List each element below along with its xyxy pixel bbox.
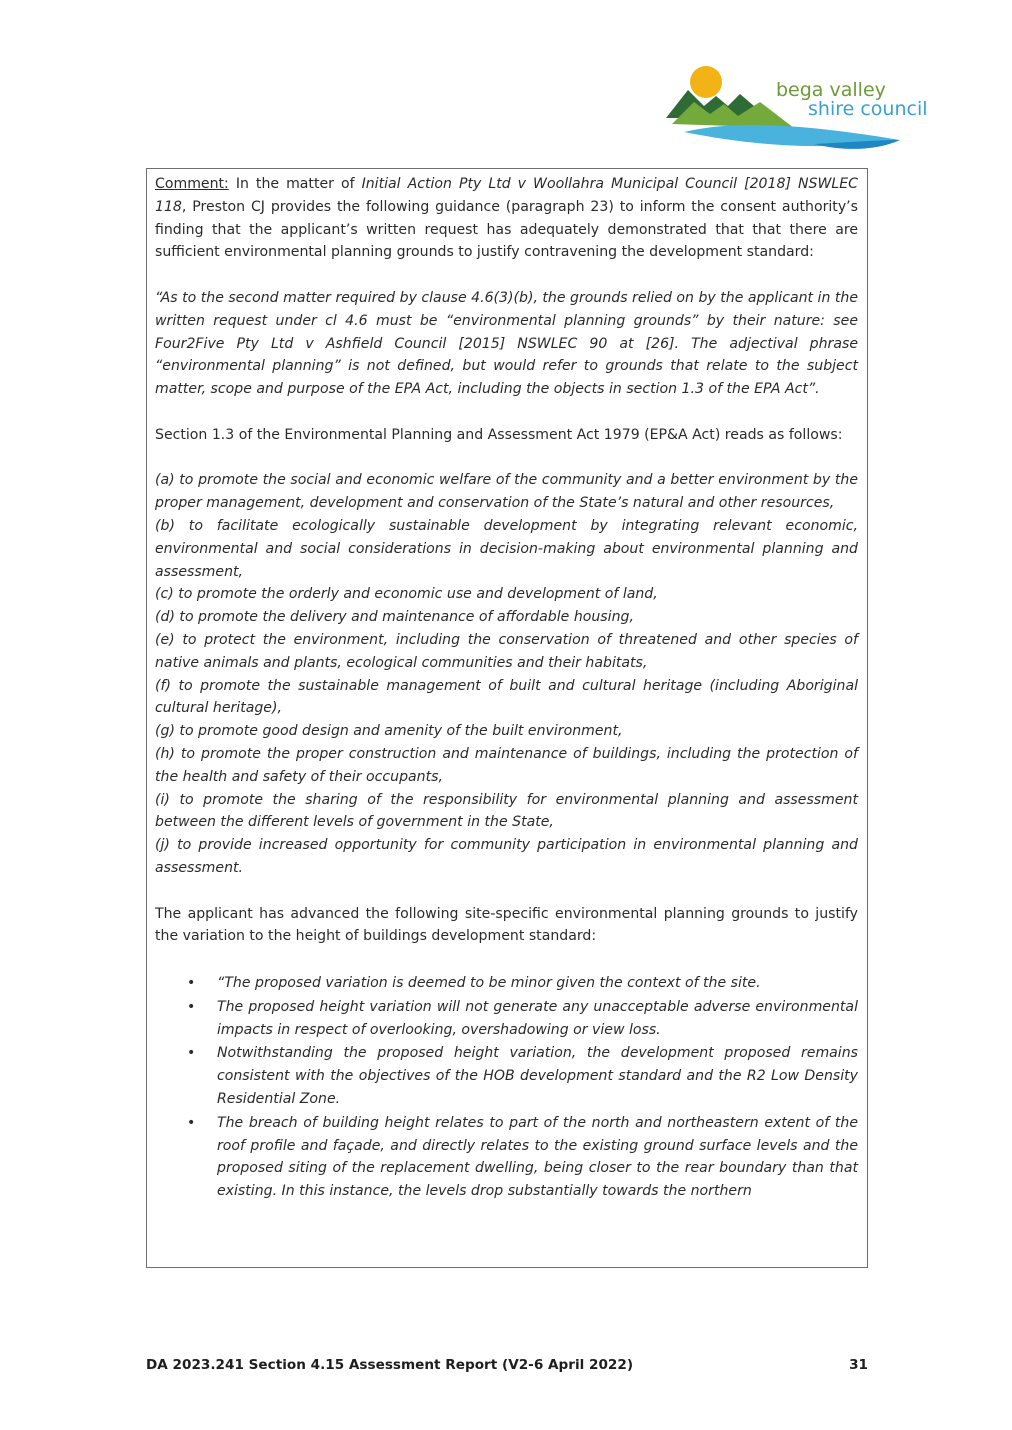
comment-intro (155, 173, 858, 264)
page-footer (146, 1357, 868, 1373)
object-item: (h) to promote the proper construction and maintenance of buildings, including the protection of the health and safety of their occupants, (155, 745, 858, 785)
bullet: • (187, 975, 196, 992)
list-item-text: The proposed height variation will not generate any unacceptable adverse environmental impacts in respect of overlooking, overshadowing or view loss. (217, 998, 858, 1038)
list-item-text: Notwithstanding the proposed height variation, the development proposed remains consistent with the objectives of the HOB development standard and the R2 Low Density Residential Zone. (217, 1045, 858, 1108)
object-item: (b) to facilitate ecologically sustainable development by integrating relevant economic, environmental and social considerations in decision-making about environmental planning and assessment, (155, 517, 858, 580)
quote-paragraph: “As to the second matter required by clause 4.6(3)(b), the grounds relied on by the applicant in the written request under cl 4.6 must be “environmental planning grounds” by their nature: see Four2Five Pty Ltd v Ashfield Council [2015] NSWLEC 90 at [26]. The adjectival phrase “environmental planning” is not defined, but would refer to grounds that relate to the subject matter, scope and purpose of the EPA Act, including the objects in section 1.3 of the EPA Act”. (155, 289, 858, 398)
grounds-list (155, 972, 858, 1203)
object-item: (e) to protect the environment, including the conservation of threatened and other species of native animals and plants, ecological communities and their habitats, (155, 631, 858, 671)
section-intro: Section 1.3 of the Environmental Planning and Assessment Act 1979 (EP&A Act) reads as follows: (155, 426, 843, 443)
list-item-text: “The proposed variation is deemed to be minor given the context of the site. (217, 975, 761, 992)
intro-after: , Preston CJ provides the following guidance (paragraph 23) to inform the consent authority’s finding that the applicant’s written request has adequately demonstrated that that there are sufficient environmental planning grounds to justify contravening the development standard: (155, 198, 858, 261)
comment-label: Comment: (155, 176, 229, 192)
case-citation: Initial Action Pty Ltd v Woollahra Municipal Council [2018] NSWLEC 118 (155, 176, 858, 215)
object-item: (a) to promote the social and economic welfare of the community and a better environment by the proper management, development and conservation of the State’s natural and other resources, (155, 472, 858, 512)
list-item (187, 972, 858, 995)
list-item-text: The breach of building height relates to part of the north and northeastern extent of the roof profile and façade, and directly relates to the existing ground surface levels and the proposed siting of the replacement dwelling, being closer to the rear boundary than that existing. In this instance, the levels drop substantially towards the northern (217, 1114, 858, 1200)
bullet: • (187, 998, 196, 1015)
report-title: DA 2023.241 Section 4.15 Assessment Report (V2-6 April 2022) (146, 1357, 634, 1373)
logo-text-line2: shire council (808, 98, 928, 120)
list-item (187, 1112, 858, 1203)
object-item: (f) to promote the sustainable management of built and cultural heritage (including Aboriginal cultural heritage), (155, 677, 858, 717)
page-number: 31 (849, 1357, 868, 1373)
object-item: (j) to provide increased opportunity for community participation in environmental planning and assessment. (155, 837, 858, 876)
comment-box (146, 168, 868, 1268)
list-item (187, 996, 858, 1042)
council-logo (664, 62, 942, 154)
applicant-intro: The applicant has advanced the following site-specific environmental planning grounds to justify the variation to the height of buildings development standard: (155, 905, 858, 945)
object-item: (i) to promote the sharing of the responsibility for environmental planning and assessment between the different levels of government in the State, (155, 791, 858, 831)
object-item: (d) to promote the delivery and maintenance of affordable housing, (155, 609, 634, 626)
object-item: (c) to promote the orderly and economic use and development of land, (155, 586, 658, 603)
object-item: (g) to promote good design and amenity of the built environment, (155, 723, 623, 740)
list-item (187, 1042, 858, 1110)
bullet: • (187, 1045, 196, 1062)
logo-text-line1: bega valley (776, 79, 886, 101)
bullet: • (187, 1114, 196, 1131)
intro-before: In the matter of (235, 176, 362, 192)
